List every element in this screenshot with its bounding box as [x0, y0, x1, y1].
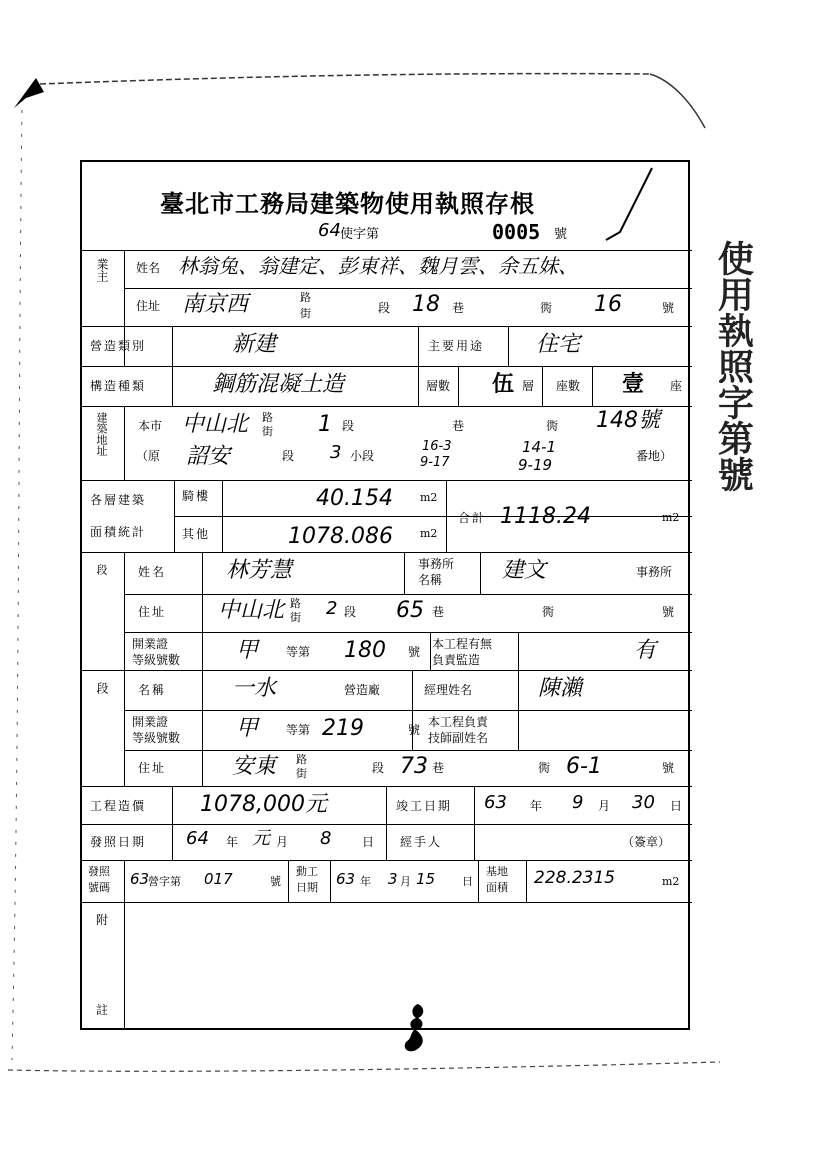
contractor-road-label: 路 — [296, 753, 307, 766]
contractor-license-number: 219 — [322, 716, 364, 741]
cost-label: 工程造價 — [90, 799, 147, 813]
owner-street-label: 街 — [300, 307, 311, 320]
contractor-alley-value: 6-1 — [566, 754, 602, 779]
contractor-address-road: 安東 — [232, 754, 277, 779]
start-label-top: 動工 — [296, 865, 318, 878]
office-suffix: 事務所 — [636, 565, 673, 579]
start-day-label: 日 — [462, 875, 473, 888]
designer-license-label-bottom: 等級號數 — [132, 653, 181, 667]
contractor-number-label: 號 — [662, 761, 675, 775]
owner-lane-label: 巷 — [452, 301, 465, 315]
designer-name-label: 姓名 — [138, 565, 167, 579]
remarks-label-bottom: 註 — [96, 1003, 109, 1017]
issue-day: 8 — [320, 828, 332, 849]
start-month: 3 — [388, 870, 398, 888]
start-day: 15 — [416, 870, 436, 888]
cost-value: 1078,000元 — [200, 792, 327, 817]
manager-value: 陳瀨 — [538, 676, 583, 701]
original-label: （原 — [136, 449, 161, 463]
issue-month: 元 — [252, 828, 270, 849]
margin-text: 使用執照字第號 — [712, 240, 755, 492]
owner-address-label: 住址 — [136, 299, 161, 313]
city-label: 本市 — [138, 419, 163, 433]
designer-license-mid: 等第 — [286, 645, 311, 659]
base-label-top: 基地 — [486, 865, 508, 878]
lot-a: 16-3 — [422, 439, 452, 454]
owner-name-label: 姓名 — [136, 261, 161, 275]
contractor-license-suffix: 號 — [408, 723, 421, 737]
buildings-unit: 座 — [670, 379, 683, 393]
total-label: 合計 — [458, 511, 487, 525]
engineer-label-top: 本工程負責 — [428, 715, 489, 729]
floors-label: 層數 — [426, 379, 451, 393]
issue-year: 64 — [186, 828, 209, 849]
license-permit-suffix: 號 — [270, 875, 281, 888]
floors-unit: 層 — [522, 379, 535, 393]
owner-section-word: 段 — [378, 301, 391, 315]
contractor-lane-value: 73 — [400, 754, 428, 779]
supervisor-value: 有 — [634, 638, 657, 663]
license-permit-number: 017 — [204, 870, 233, 888]
designer-road-label: 路 — [290, 597, 301, 610]
completion-month: 9 — [572, 792, 584, 813]
designer-section-label-text: 段 — [344, 605, 357, 619]
building-section-label: 段 — [342, 419, 355, 433]
start-year-label: 年 — [360, 875, 371, 888]
permit-form — [80, 160, 690, 1030]
designer-lane-value: 65 — [396, 598, 424, 623]
building-alley-label: 衖 — [546, 419, 559, 433]
arcade-value: 40.154 — [316, 486, 393, 511]
issue-day-label: 日 — [362, 835, 375, 849]
designer-number-label: 號 — [662, 605, 675, 619]
total-unit: m2 — [662, 511, 680, 524]
owner-road-label: 路 — [300, 291, 311, 304]
owner-number-value: 16 — [594, 292, 622, 317]
designer-license-grade: 甲 — [236, 638, 259, 663]
building-number-value: 148號 — [596, 408, 660, 433]
owner-number-label: 號 — [662, 301, 675, 315]
ink-blot — [396, 1000, 436, 1060]
sub-section-label: 段 — [282, 449, 295, 463]
base-label-bottom: 面積 — [486, 881, 508, 894]
building-road-label: 路 — [262, 411, 273, 424]
floor-area-label-bottom: 面積統計 — [90, 525, 147, 539]
construction-category-value: 新建 — [232, 332, 277, 357]
permit-unit: 號 — [554, 227, 568, 242]
contractor-name-suffix: 營造廠 — [344, 683, 381, 697]
contractor-license-mid: 等第 — [286, 723, 311, 737]
building-lane-label: 巷 — [452, 419, 465, 433]
license-row-label-top: 發照 — [88, 865, 110, 878]
construction-category-label: 營造類別 — [90, 339, 147, 353]
owner-alley-label: 衖 — [540, 301, 553, 315]
base-value: 228.2315 — [534, 868, 616, 888]
permit-suffix: 使字第 — [340, 227, 380, 242]
issue-label: 發照日期 — [90, 835, 147, 849]
contractor-name-label: 名稱 — [138, 683, 167, 697]
designer-address-road: 中山北 — [218, 598, 285, 623]
contractor-name-value: 一水 — [232, 676, 277, 701]
contractor-street-label: 街 — [296, 767, 307, 780]
license-permit-mid: 營字第 — [148, 875, 181, 888]
contractor-address-label: 住址 — [138, 761, 167, 775]
total-value: 1118.24 — [500, 504, 591, 529]
completion-year: 63 — [484, 792, 507, 813]
contractor-lane-label: 巷 — [432, 761, 445, 775]
engineer-label-bottom: 技師副姓名 — [428, 731, 489, 745]
remarks-label-top: 附 — [96, 913, 109, 927]
completion-label: 竣工日期 — [396, 799, 453, 813]
start-year: 63 — [336, 870, 356, 888]
designer-section-label: 段 — [95, 564, 108, 575]
completion-month-label: 月 — [598, 799, 611, 813]
building-road-value: 中山北 — [182, 412, 249, 437]
contractor-section-word: 段 — [372, 761, 385, 775]
completion-day-label: 日 — [670, 799, 683, 813]
lot-label: 番地） — [636, 449, 673, 463]
license-row-label-bottom: 號碼 — [88, 881, 110, 894]
designer-section-value: 2 — [326, 598, 338, 619]
owner-section-label: 業主 — [95, 258, 109, 282]
lot-d: 9-19 — [518, 456, 553, 474]
base-unit: m2 — [662, 875, 680, 888]
supervisor-label-bottom: 負責監造 — [432, 653, 481, 667]
office-label-top: 事務所 — [418, 557, 455, 571]
designer-lane-label: 巷 — [432, 605, 445, 619]
issue-month-label: 月 — [276, 835, 289, 849]
owner-lane-value: 18 — [412, 292, 440, 317]
completion-year-label: 年 — [530, 799, 543, 813]
owner-address-road: 南京西 — [182, 292, 249, 317]
designer-license-suffix: 號 — [408, 645, 421, 659]
contractor-section-label: 段 — [95, 682, 109, 694]
issue-year-label: 年 — [226, 835, 239, 849]
other-label: 其他 — [182, 527, 211, 541]
office-label-bottom: 名稱 — [418, 573, 443, 587]
license-permit-prefix: 63 — [130, 870, 150, 888]
designer-alley-label: 衖 — [542, 605, 555, 619]
building-street-label: 街 — [262, 425, 273, 438]
original-district: 詔安 — [186, 444, 231, 469]
contractor-license-label-bottom: 等級號數 — [132, 731, 181, 745]
permit-number: 0005 — [492, 220, 541, 244]
contractor-license-grade: 甲 — [236, 716, 259, 741]
contractor-alley-label: 衖 — [538, 761, 551, 775]
start-label-bottom: 日期 — [296, 881, 318, 894]
designer-name-value: 林芳慧 — [226, 558, 293, 583]
main-use-value: 住宅 — [536, 332, 581, 357]
supervisor-label-top: 本工程有無 — [432, 637, 493, 651]
designer-license-number: 180 — [344, 638, 386, 663]
designer-license-label-top: 開業證 — [132, 637, 169, 651]
lot-b: 9-17 — [420, 455, 450, 470]
arcade-unit: m2 — [420, 491, 438, 504]
sub-section-value: 3 — [330, 442, 342, 463]
building-address-label: 建築地址 — [95, 412, 108, 456]
small-section-label: 小段 — [350, 449, 375, 463]
structure-type-value: 鋼筋混凝土造 — [212, 372, 345, 397]
contractor-license-label-top: 開業證 — [132, 715, 169, 729]
other-unit: m2 — [420, 527, 438, 540]
office-value: 建文 — [502, 558, 547, 583]
buildings-label: 座數 — [556, 379, 581, 393]
permit-year: 64 — [318, 220, 341, 241]
seal-label: （簽章） — [622, 835, 671, 849]
main-use-label: 主要用途 — [428, 339, 485, 353]
document-title: 臺北市工務局建築物使用執照存根 — [160, 189, 535, 218]
completion-day: 30 — [632, 792, 655, 813]
manager-label: 經理姓名 — [424, 683, 473, 697]
lot-c: 14-1 — [522, 438, 557, 456]
structure-type-label: 構造種類 — [90, 379, 147, 393]
start-month-label: 月 — [400, 875, 411, 888]
owner-names: 林翁兔、翁建定、彭東祥、魏月雲、余五妹、 — [178, 254, 578, 278]
building-section-value: 1 — [318, 412, 332, 437]
buildings-value: 壹 — [622, 372, 645, 397]
floors-value: 伍 — [492, 372, 515, 397]
other-value: 1078.086 — [288, 524, 393, 549]
designer-address-label: 住址 — [138, 605, 167, 619]
handler-label: 經手人 — [400, 835, 443, 849]
designer-street-label: 街 — [290, 611, 301, 624]
arcade-label: 騎樓 — [182, 489, 211, 503]
floor-area-label-top: 各層建築 — [90, 493, 147, 507]
